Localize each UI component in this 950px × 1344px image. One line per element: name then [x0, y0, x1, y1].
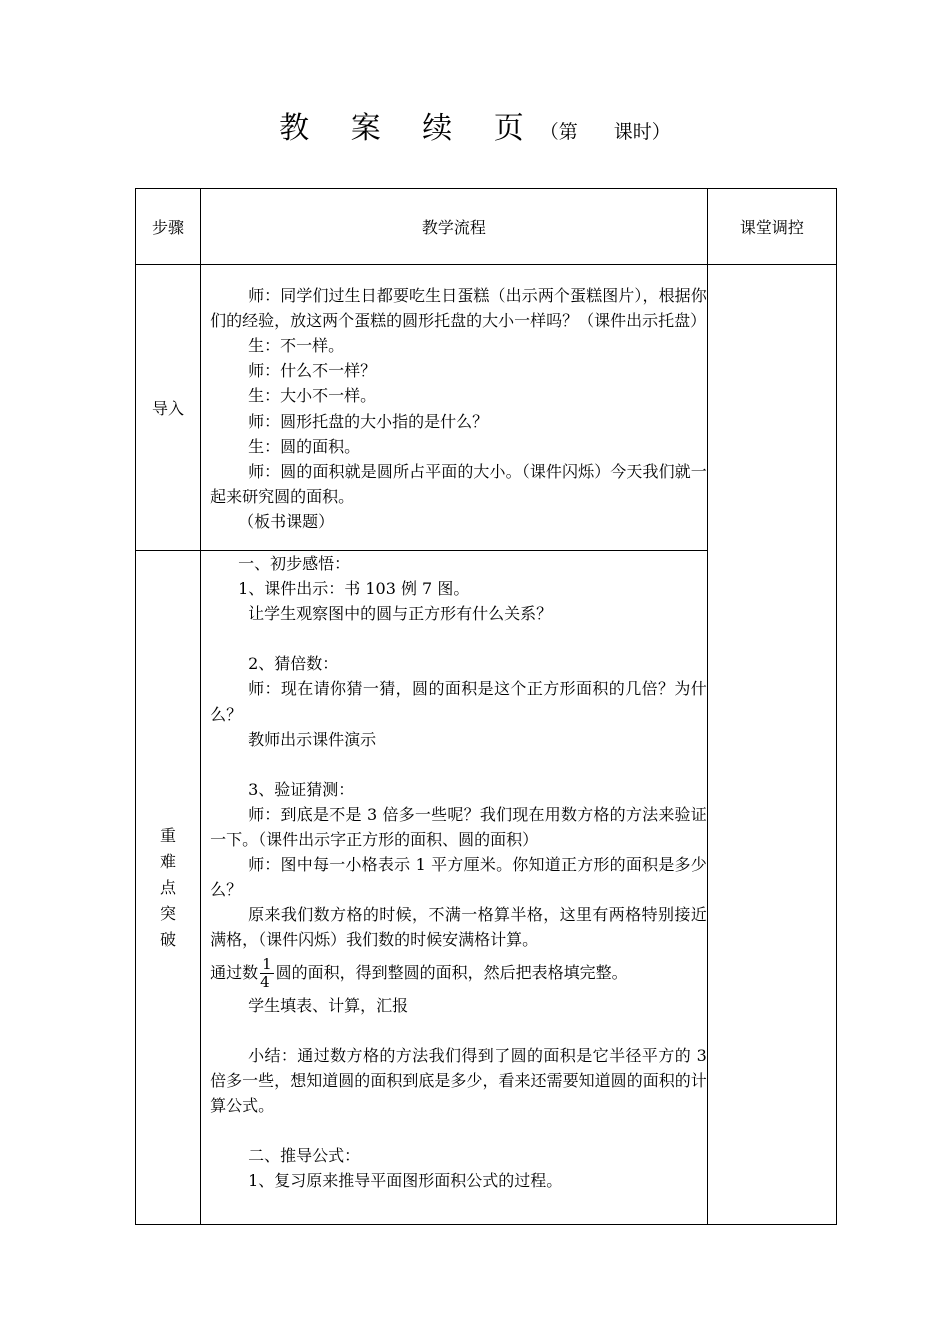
flow-line: 生：不一样。 — [248, 336, 345, 356]
control-cell — [707, 265, 836, 1225]
page-title — [0, 103, 950, 147]
title-subtitle: （第 课时） — [539, 121, 671, 143]
flow-line: 师：图中每一小格表示 1 平方厘米。你知道正方形的面积是多少么？ — [210, 855, 707, 900]
flow-line: 2、猜倍数： — [248, 654, 339, 674]
flow-line: 让学生观察图中的圆与正方形有什么关系？ — [248, 604, 553, 624]
table-row-intro — [136, 265, 837, 551]
flow-key-points — [201, 551, 708, 1225]
flow-line: （板书课题） — [238, 511, 335, 531]
flow-line-fraction: 通过数 $\frac{1}{4}$ 圆的面积，得到整圆的面积，然后把表格填完整。 — [210, 954, 628, 991]
fraction-one-quarter: $\frac{1}{4}$ — [260, 954, 272, 991]
step-intro: 导入 — [136, 265, 201, 551]
step-key-points: 重 难 点 突 破 — [136, 551, 201, 1225]
flow-line: 师：现在请你猜一猜，圆的面积是这个正方形面积的几倍？为什么？ — [210, 679, 707, 724]
header-control: 课堂调控 — [707, 189, 836, 265]
header-flow: 教学流程 — [201, 189, 708, 265]
flow-line: 小结：通过数方格的方法我们得到了圆的面积是它半径平方的 3 倍多一些，想知道圆的面积到底是多少，看来还需要知道圆的面积的计算公式。 — [210, 1045, 707, 1115]
flow-line: 二、推导公式： — [248, 1146, 361, 1166]
flow-line: 师：什么不一样？ — [248, 361, 377, 381]
flow-line: 3、验证猜测： — [248, 779, 355, 799]
flow-line: 1、复习原来推导平面图形面积公式的过程。 — [248, 1171, 563, 1191]
flow-line: 师：圆的面积就是圆所占平面的大小。（课件闪烁）今天我们就一起来研究圆的面积。 — [210, 461, 707, 506]
flow-line: 生：圆的面积。 — [248, 436, 361, 456]
table-header-row — [136, 189, 837, 265]
header-step: 步骤 — [136, 189, 201, 265]
title-main: 教 案 续 页 — [279, 111, 540, 146]
flow-line: 原来我们数方格的时候，不满一格算半格，这里有两格特别接近满格，（课件闪烁）我们数的时候安满格计算。 — [210, 905, 707, 950]
flow-line: 一、初步感悟： — [238, 554, 351, 573]
flow-line: 师：圆形托盘的大小指的是什么？ — [248, 411, 489, 431]
flow-line: 1、课件出示：书 103 例 7 图。 — [238, 579, 470, 599]
flow-line: 教师出示课件演示 — [248, 729, 377, 749]
lesson-plan-table — [135, 188, 837, 1225]
flow-line: 师：同学们过生日都要吃生日蛋糕（出示两个蛋糕图片），根据你们的经验，放这两个蛋糕的圆形托盘的大小一样吗？（课件出示托盘） — [210, 286, 707, 331]
flow-line: 生：大小不一样。 — [248, 386, 377, 406]
flow-line: 师：到底是不是 3 倍多一些呢？我们现在用数方格的方法来验证一下。（课件出示字正方形的面积、圆的面积） — [210, 804, 707, 850]
flow-line: 学生填表、计算，汇报 — [248, 995, 409, 1015]
flow-intro — [201, 265, 708, 551]
